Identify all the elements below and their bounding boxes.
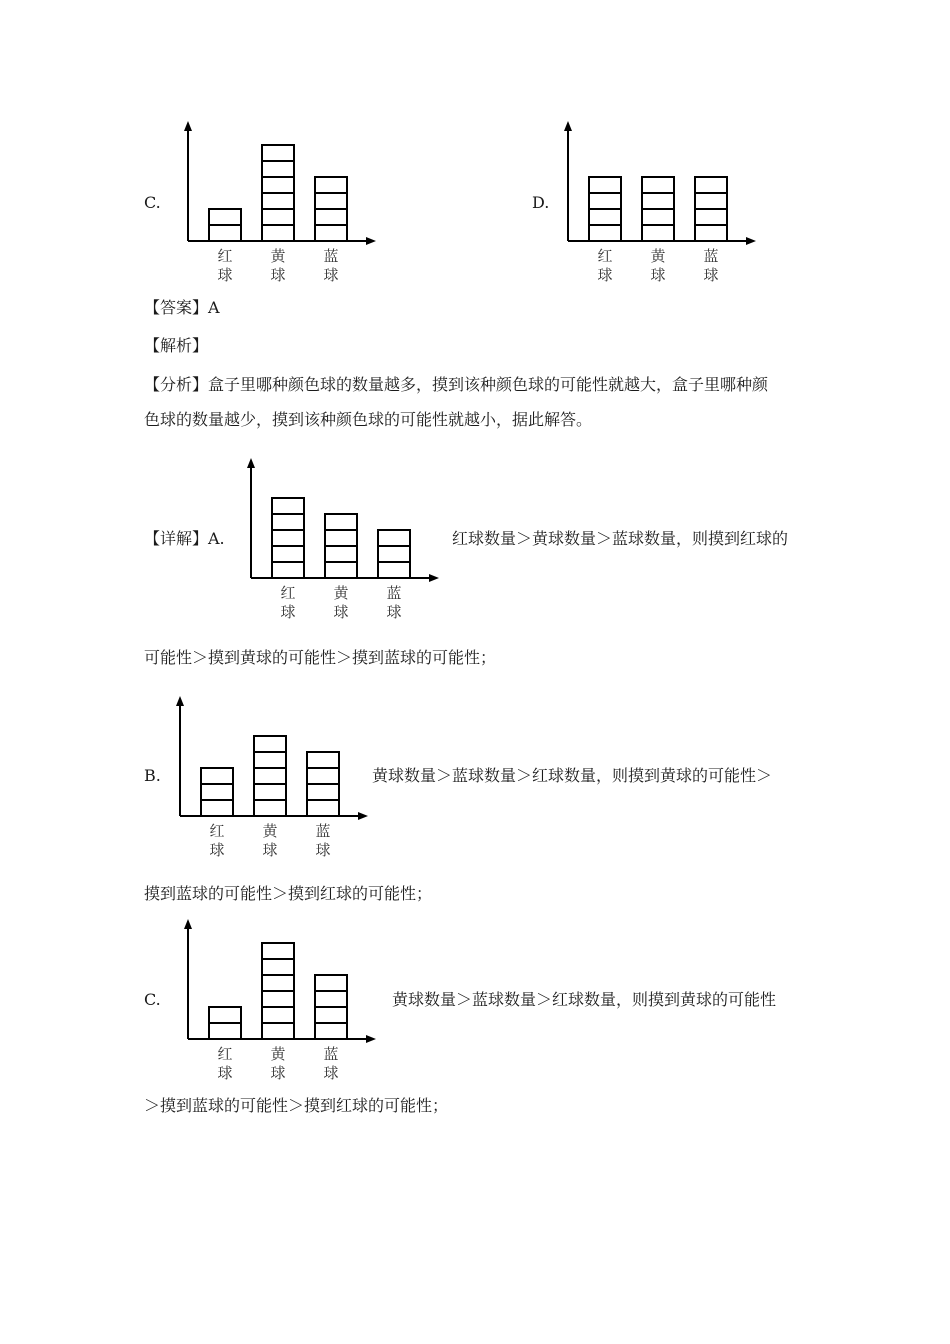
bar-square (307, 800, 339, 816)
bar-square (262, 225, 294, 241)
tick-label-top: 黄 (270, 1045, 286, 1063)
bar-square (209, 209, 241, 225)
bar-square (307, 752, 339, 768)
bar-square (272, 562, 304, 578)
bar-square (201, 800, 233, 816)
bar-square (209, 1023, 241, 1039)
bar-square (315, 991, 347, 1007)
bar-chart-detail-a (233, 452, 453, 627)
bar-square (642, 177, 674, 193)
tick-label-bottom: 球 (650, 266, 666, 284)
analysis-heading: 【解析】 (144, 336, 209, 355)
bar-square (642, 225, 674, 241)
bar-square (262, 209, 294, 225)
detail-c-text-1: 黄球数量＞蓝球数量＞红球数量，则摸到黄球的可能性 (392, 990, 777, 1009)
y-axis-arrow (176, 696, 184, 706)
tick-label-bottom: 球 (217, 1064, 233, 1082)
bar-square (262, 943, 294, 959)
y-axis-arrow (564, 121, 572, 131)
bar-chart-option-d (550, 115, 770, 290)
bar-square (315, 225, 347, 241)
bar-square (315, 975, 347, 991)
bar-square (315, 193, 347, 209)
bar-square (378, 530, 410, 546)
y-axis-arrow (184, 121, 192, 131)
bar-square (325, 514, 357, 530)
tick-label-top: 红 (597, 247, 613, 265)
bar-红 (201, 768, 233, 816)
bar-square (589, 225, 621, 241)
tick-label-top: 黄 (333, 584, 349, 602)
bar-square (695, 209, 727, 225)
bar-黄 (254, 736, 286, 816)
tick-label-top: 红 (217, 1045, 233, 1063)
bar-红 (589, 177, 621, 241)
tick-label-top: 蓝 (386, 584, 402, 602)
tick-label-bottom: 球 (280, 603, 296, 621)
bar-square (209, 1007, 241, 1023)
x-axis-arrow (366, 237, 376, 245)
bar-square (272, 498, 304, 514)
bar-square (589, 177, 621, 193)
x-axis-arrow (358, 812, 368, 820)
x-axis-arrow (429, 574, 439, 582)
detail-prefix-a: 【详解】A. (144, 529, 225, 548)
tick-label-bottom: 球 (262, 841, 278, 859)
detail-c-text-2: ＞摸到蓝球的可能性＞摸到红球的可能性； (144, 1096, 449, 1115)
tick-label-top: 蓝 (315, 822, 331, 840)
detail-b-label: B. (144, 766, 161, 785)
bar-square (262, 1023, 294, 1039)
bar-square (272, 546, 304, 562)
bar-square (262, 193, 294, 209)
bar-chart-option-c (170, 115, 390, 290)
tick-label-top: 红 (217, 247, 233, 265)
bar-黄 (262, 943, 294, 1039)
option-c-label: C. (144, 193, 161, 212)
bar-square (262, 959, 294, 975)
tick-label-top: 蓝 (323, 247, 339, 265)
bar-square (325, 546, 357, 562)
bar-黄 (262, 145, 294, 241)
tick-label-bottom: 球 (209, 841, 225, 859)
tick-label-bottom: 球 (323, 266, 339, 284)
tick-label-top: 蓝 (323, 1045, 339, 1063)
tick-label-top: 蓝 (703, 247, 719, 265)
detail-c-label: C. (144, 990, 161, 1009)
y-axis-arrow (184, 919, 192, 929)
bar-黄 (325, 514, 357, 578)
bar-square (262, 177, 294, 193)
bar-square (307, 768, 339, 784)
bar-square (307, 784, 339, 800)
tick-label-bottom: 球 (597, 266, 613, 284)
bar-square (262, 975, 294, 991)
y-axis-arrow (247, 458, 255, 468)
detail-a-text-2: 可能性＞摸到黄球的可能性＞摸到蓝球的可能性； (144, 648, 497, 667)
tick-label-top: 黄 (650, 247, 666, 265)
bar-square (254, 752, 286, 768)
bar-square (315, 1023, 347, 1039)
tick-label-top: 红 (280, 584, 296, 602)
bar-红 (209, 1007, 241, 1039)
bar-蓝 (307, 752, 339, 816)
tick-label-top: 黄 (262, 822, 278, 840)
tick-label-bottom: 球 (217, 266, 233, 284)
detail-b-text-1: 黄球数量＞蓝球数量＞红球数量，则摸到黄球的可能性＞ (372, 766, 773, 785)
bar-红 (209, 209, 241, 241)
bar-square (262, 991, 294, 1007)
bar-square (254, 736, 286, 752)
bar-蓝 (695, 177, 727, 241)
bar-chart-detail-c (170, 913, 390, 1088)
bar-蓝 (315, 177, 347, 241)
bar-square (201, 784, 233, 800)
bar-红 (272, 498, 304, 578)
tick-label-bottom: 球 (270, 266, 286, 284)
tick-label-bottom: 球 (386, 603, 402, 621)
tick-label-bottom: 球 (333, 603, 349, 621)
bar-square (262, 1007, 294, 1023)
bar-square (325, 530, 357, 546)
tick-label-bottom: 球 (323, 1064, 339, 1082)
bar-蓝 (315, 975, 347, 1039)
bar-square (378, 546, 410, 562)
bar-square (695, 225, 727, 241)
bar-square (589, 193, 621, 209)
bar-square (315, 1007, 347, 1023)
bar-黄 (642, 177, 674, 241)
tick-label-bottom: 球 (270, 1064, 286, 1082)
tick-label-top: 红 (209, 822, 225, 840)
tick-label-top: 黄 (270, 247, 286, 265)
bar-chart-detail-b (162, 690, 382, 865)
answer-line: 【答案】A (144, 298, 220, 317)
detail-b-text-2: 摸到蓝球的可能性＞摸到红球的可能性； (144, 884, 433, 903)
bar-square (325, 562, 357, 578)
bar-square (254, 768, 286, 784)
bar-蓝 (378, 530, 410, 578)
analysis-line-2: 色球的数量越少，摸到该种颜色球的可能性就越小，据此解答。 (144, 410, 593, 429)
x-axis-arrow (746, 237, 756, 245)
x-axis-arrow (366, 1035, 376, 1043)
bar-square (254, 800, 286, 816)
bar-square (695, 177, 727, 193)
bar-square (262, 161, 294, 177)
bar-square (262, 145, 294, 161)
bar-square (315, 209, 347, 225)
bar-square (589, 209, 621, 225)
bar-square (254, 784, 286, 800)
bar-square (209, 225, 241, 241)
tick-label-bottom: 球 (315, 841, 331, 859)
bar-square (378, 562, 410, 578)
bar-square (201, 768, 233, 784)
analysis-line-1: 【分析】盒子里哪种颜色球的数量越多，摸到该种颜色球的可能性就越大，盒子里哪种颜 (144, 375, 769, 394)
bar-square (642, 209, 674, 225)
tick-label-bottom: 球 (703, 266, 719, 284)
bar-square (695, 193, 727, 209)
bar-square (272, 530, 304, 546)
option-d-label: D. (532, 193, 550, 212)
bar-square (642, 193, 674, 209)
bar-square (315, 177, 347, 193)
detail-a-text-1: 红球数量＞黄球数量＞蓝球数量，则摸到红球的 (452, 529, 789, 548)
bar-square (272, 514, 304, 530)
